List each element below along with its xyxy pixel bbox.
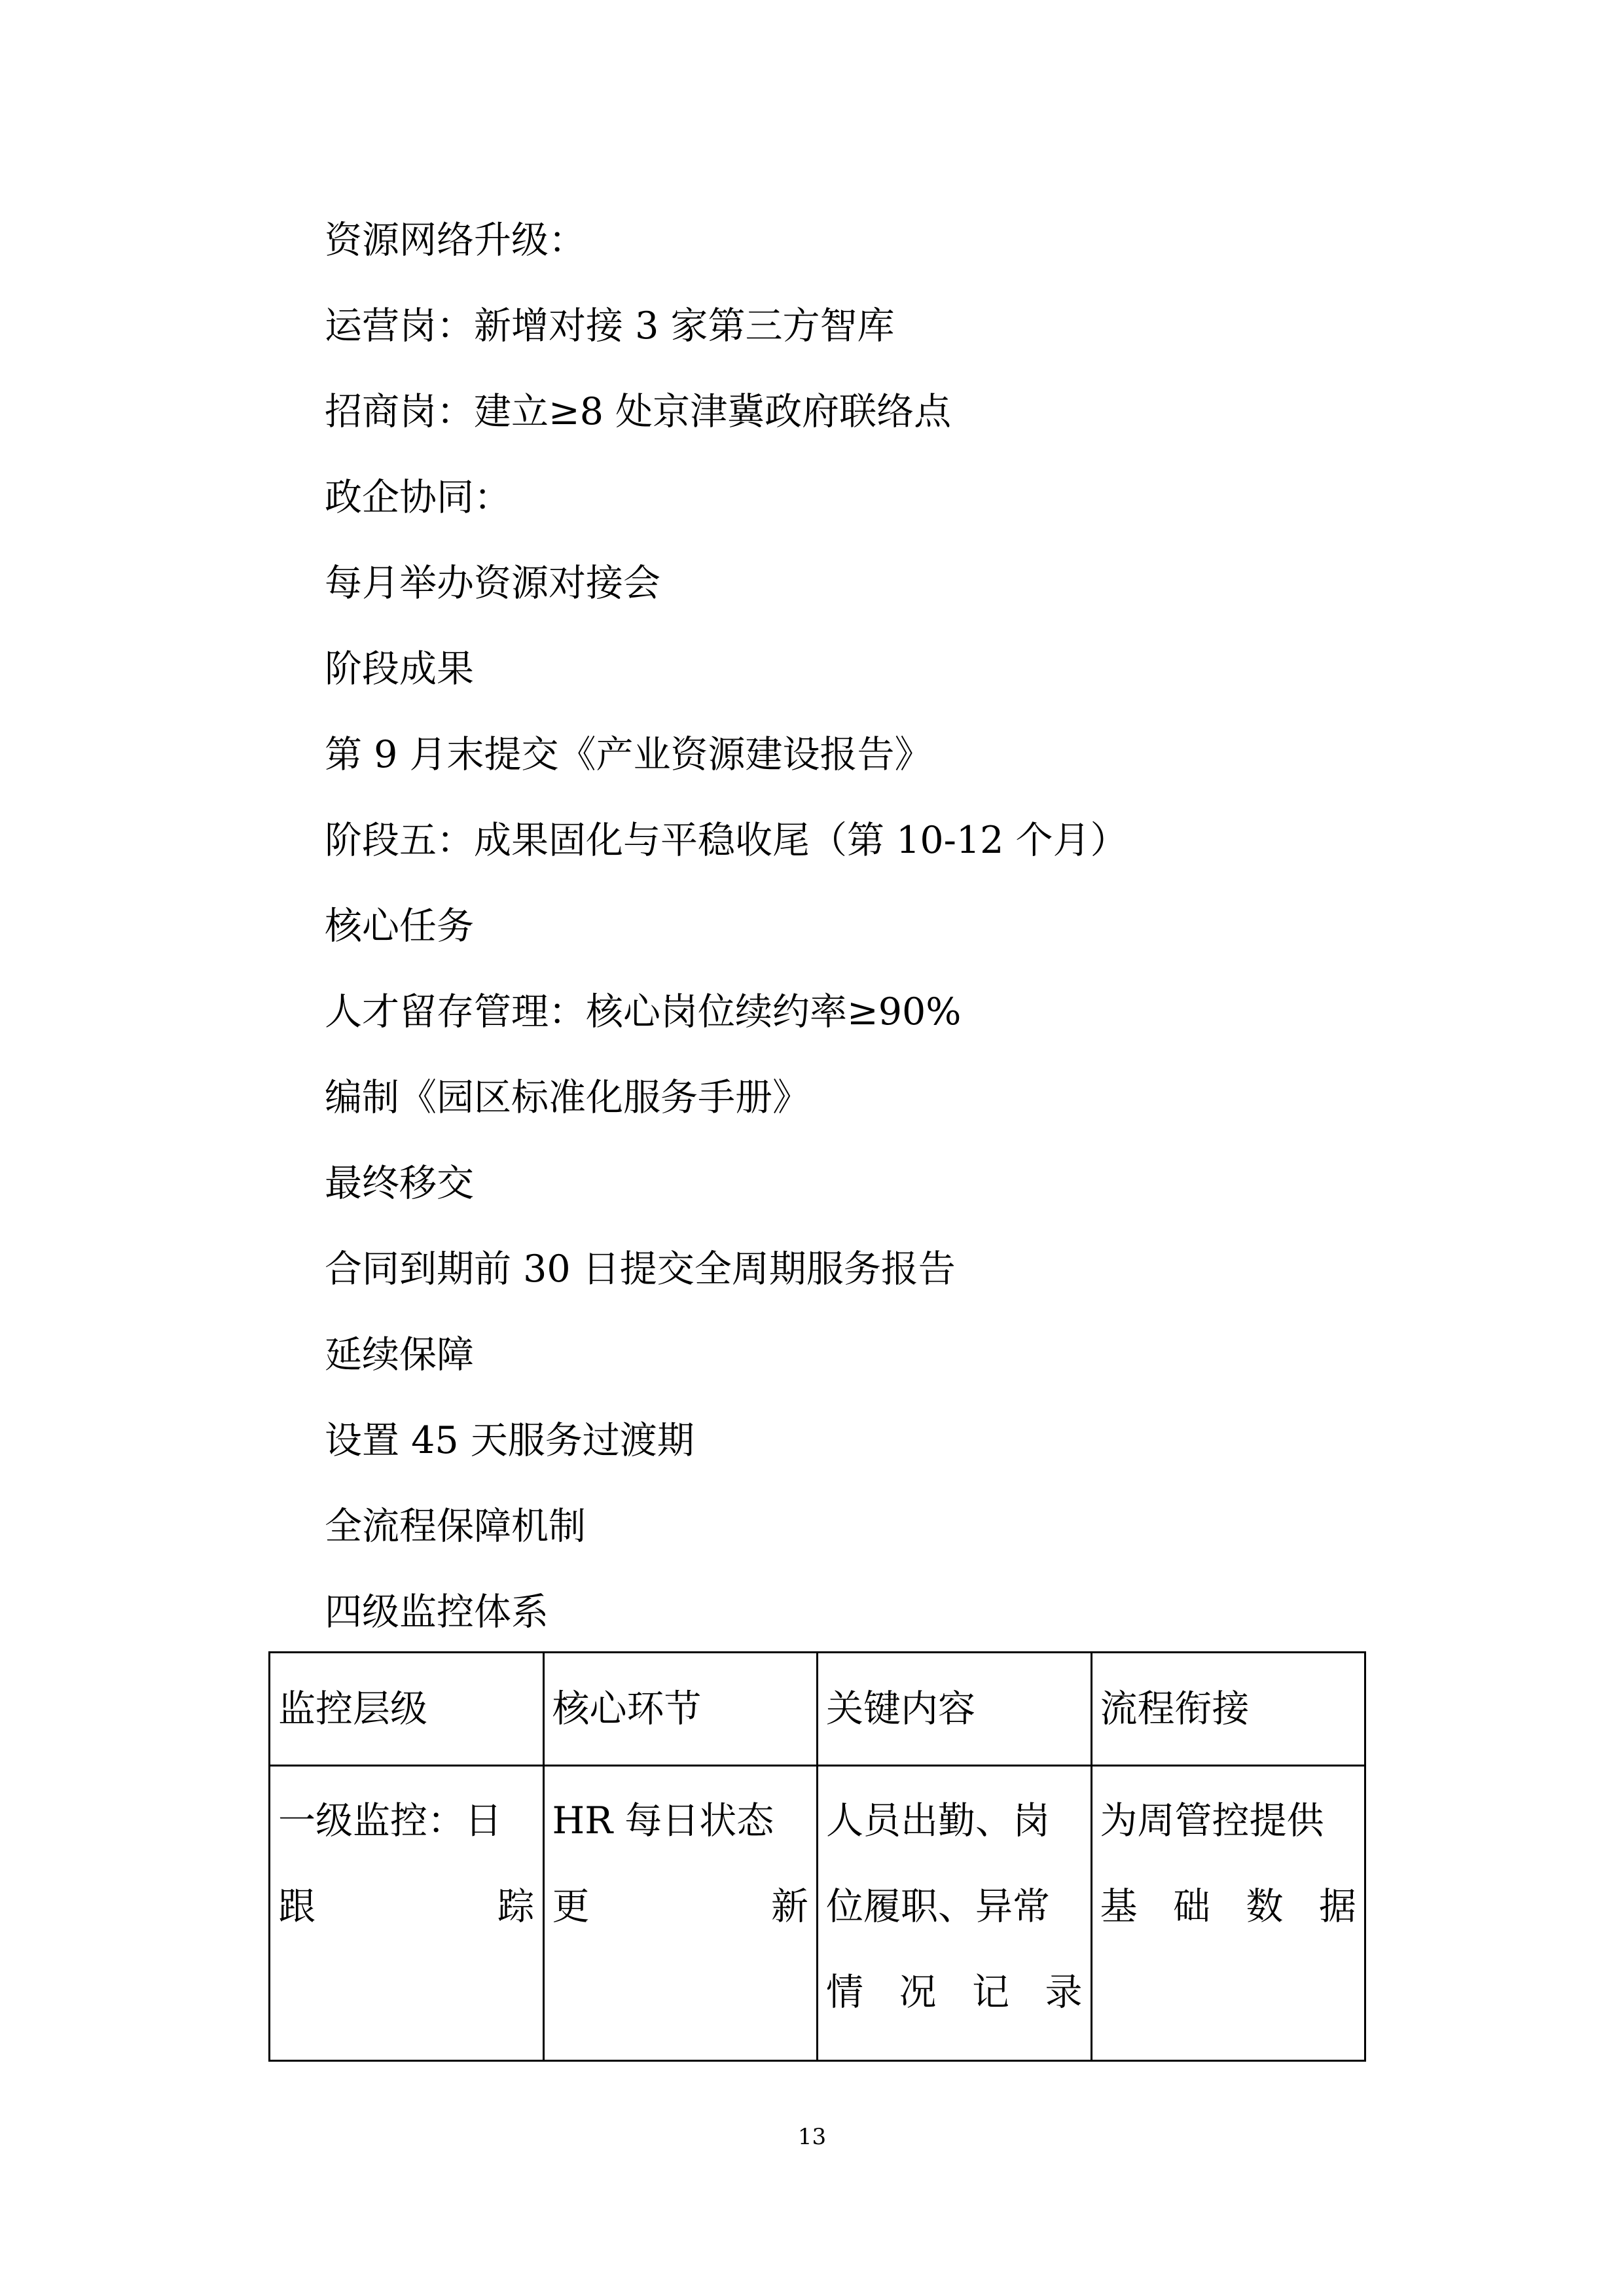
table-cell-core-step: HR 每日状态更新: [543, 1766, 818, 2061]
paragraph-continuity-guarantee: 延续保障: [325, 1333, 474, 1376]
table-row: [270, 1766, 1365, 2061]
table-header-row: [270, 1653, 1365, 1766]
paragraph-government-enterprise-collab: 政企协同：: [325, 476, 511, 519]
table-cell-process-link: 为周管控提供基础数据: [1091, 1766, 1365, 2061]
table-header-cell: 核心环节: [543, 1653, 818, 1766]
paragraph-investment-post: 招商岗：建立≥8 处京津冀政府联络点: [325, 390, 952, 433]
paragraph-four-level-monitoring: 四级监控体系: [325, 1590, 549, 1634]
table-header-cell: 流程衔接: [1091, 1653, 1365, 1766]
paragraph-transition-period: 设置 45 天服务过渡期: [325, 1419, 695, 1462]
table-cell-key-content: 人员出勤、岗位履职、异常情况记录: [818, 1766, 1092, 2061]
paragraph-talent-retention: 人才留存管理：核心岗位续约率≥90%: [325, 990, 962, 1033]
page-number: 13: [797, 2124, 827, 2150]
monitoring-table: [268, 1651, 1366, 2062]
table-cell-level: 一级监控：日跟踪: [270, 1766, 544, 2061]
paragraph-report-submission: 第 9 月末提交《产业资源建设报告》: [325, 733, 932, 776]
table-header-cell: 关键内容: [818, 1653, 1092, 1766]
paragraph-full-process-mechanism: 全流程保障机制: [325, 1505, 586, 1548]
paragraph-operations-post: 运营岗：新增对接 3 家第三方智库: [325, 304, 895, 348]
paragraph-stage-five-heading: 阶段五：成果固化与平稳收尾（第 10-12 个月）: [325, 819, 1128, 862]
paragraph-service-manual: 编制《园区标准化服务手册》: [325, 1076, 810, 1119]
paragraph-core-tasks: 核心任务: [325, 905, 474, 948]
paragraph-stage-results: 阶段成果: [325, 647, 474, 691]
table-header-cell: 监控层级: [270, 1653, 544, 1766]
paragraph-monthly-meeting: 每月举办资源对接会: [325, 562, 660, 605]
paragraph-final-handover: 最终移交: [325, 1162, 474, 1205]
paragraph-full-cycle-report: 合同到期前 30 日提交全周期服务报告: [325, 1247, 956, 1291]
paragraph-resource-network-upgrade: 资源网络升级：: [325, 219, 586, 262]
